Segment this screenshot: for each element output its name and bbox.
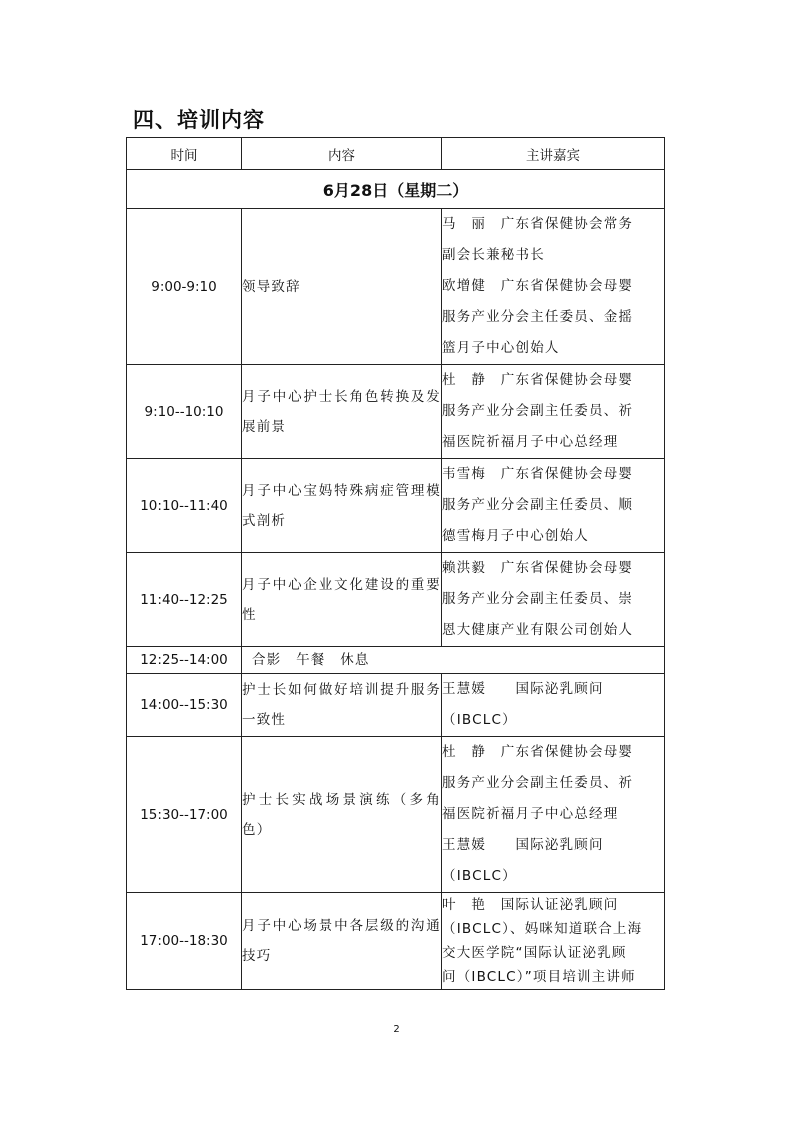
content-cell: 领导致辞 (242, 209, 442, 365)
speaker-cell (442, 365, 665, 459)
table-row (127, 647, 665, 674)
speaker-line: 叶 艳 国际认证泌乳顾问 (442, 897, 619, 913)
speaker-cell (442, 459, 665, 553)
speaker-cell (442, 737, 665, 893)
section-title: 四、培训内容 (133, 108, 265, 132)
speaker-line: 德雪梅月子中心创始人 (442, 528, 589, 544)
content-cell: 月子中心场景中各层级的沟通技巧 (242, 893, 442, 990)
speaker-cell (442, 209, 665, 365)
table-row (127, 893, 665, 990)
speaker-line: 恩大健康产业有限公司创始人 (442, 622, 634, 638)
speaker-line: 马 丽 广东省保健协会常务 (442, 216, 634, 232)
speaker-line: （IBCLC） (442, 868, 517, 884)
content-cell: 月子中心宝妈特殊病症管理模式剖析 (242, 459, 442, 553)
speaker-line: 服务产业分会副主任委员、顺 (442, 497, 634, 513)
speaker-line: 副会长兼秘书长 (442, 247, 545, 263)
time-cell: 11:40--12:25 (127, 553, 242, 647)
page-number: 2 (393, 1024, 400, 1035)
speaker-line: 王慧媛 国际泌乳顾问 (442, 837, 604, 853)
header-content: 内容 (242, 138, 442, 170)
content-cell: 护士长如何做好培训提升服务一致性 (242, 674, 442, 737)
content-cell: 月子中心护士长角色转换及发展前景 (242, 365, 442, 459)
speaker-line: 服务产业分会副主任委员、祈 (442, 775, 634, 791)
speaker-line: （IBCLC）、妈咪知道联合上海 (442, 921, 643, 937)
content-cell: 护士长实战场景演练（多角色） (242, 737, 442, 893)
time-cell: 9:10--10:10 (127, 365, 242, 459)
table-row (127, 553, 665, 647)
table-row (127, 674, 665, 737)
header-time: 时间 (127, 138, 242, 170)
header-row (127, 138, 665, 170)
speaker-cell (442, 553, 665, 647)
time-cell: 10:10--11:40 (127, 459, 242, 553)
speaker-cell (442, 674, 665, 737)
speaker-line: 福医院祈福月子中心总经理 (442, 806, 619, 822)
content-cell: 月子中心企业文化建设的重要性 (242, 553, 442, 647)
content-cell: 合影 午餐 休息 (242, 647, 665, 674)
speaker-cell (442, 893, 665, 990)
speaker-line: 服务产业分会主任委员、金摇 (442, 309, 634, 325)
speaker-line: 交大医学院“国际认证泌乳顾 (442, 945, 627, 961)
training-schedule-table (126, 137, 665, 990)
speaker-line: 赖洪毅 广东省保健协会母婴 (442, 560, 634, 576)
time-cell: 12:25--14:00 (127, 647, 242, 674)
table-row (127, 365, 665, 459)
speaker-line: （IBCLC） (442, 712, 517, 728)
date-cell: 6月28日（星期二） (127, 170, 665, 209)
speaker-line: 篮月子中心创始人 (442, 340, 560, 356)
date-row (127, 170, 665, 209)
time-cell: 14:00--15:30 (127, 674, 242, 737)
speaker-line: 问（IBCLC）”项目培训主讲师 (442, 969, 636, 985)
speaker-line: 王慧媛 国际泌乳顾问 (442, 681, 604, 697)
table-row (127, 737, 665, 893)
table-row (127, 459, 665, 553)
speaker-line: 杜 静 广东省保健协会母婴 (442, 372, 634, 388)
table-row (127, 209, 665, 365)
time-cell: 17:00--18:30 (127, 893, 242, 990)
header-speaker: 主讲嘉宾 (442, 138, 665, 170)
speaker-line: 欧增健 广东省保健协会母婴 (442, 278, 634, 294)
speaker-line: 服务产业分会副主任委员、崇 (442, 591, 634, 607)
time-cell: 15:30--17:00 (127, 737, 242, 893)
speaker-line: 福医院祈福月子中心总经理 (442, 434, 619, 450)
speaker-line: 杜 静 广东省保健协会母婴 (442, 744, 634, 760)
speaker-line: 韦雪梅 广东省保健协会母婴 (442, 466, 634, 482)
speaker-line: 服务产业分会副主任委员、祈 (442, 403, 634, 419)
time-cell: 9:00-9:10 (127, 209, 242, 365)
